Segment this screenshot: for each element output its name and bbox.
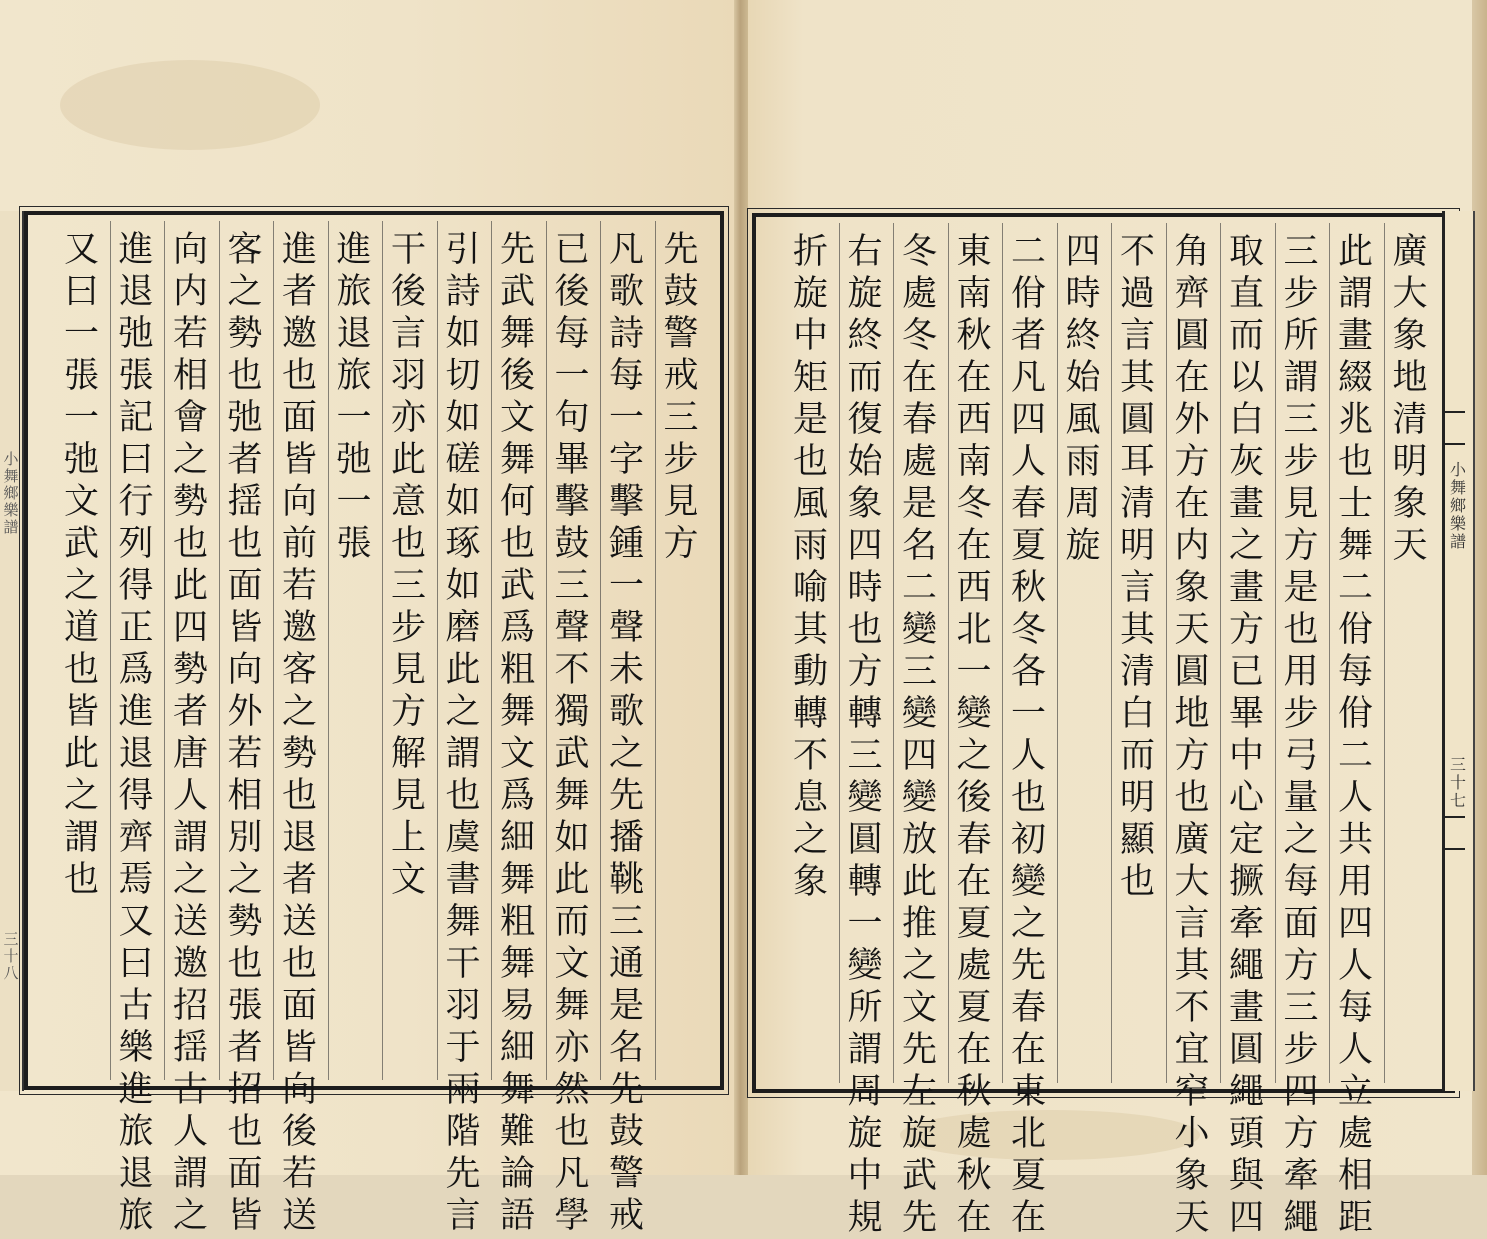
column-text: 進旅退旅一弛一張 [336, 230, 372, 564]
left-page-column [109, 229, 163, 1237]
column-text: 三步所謂三步見方是也用步弓量之每面方三步四方牽繩 [1283, 232, 1319, 1238]
right-page-column [893, 231, 947, 1239]
fishtail-lower [1443, 816, 1465, 850]
left-page-column [327, 229, 381, 565]
column-text: 先鼓警戒三步見方 [663, 230, 699, 564]
right-page-column [1383, 231, 1437, 567]
column-text: 進退弛張記曰行列得正爲進退得齊焉又曰古樂進旅退旅 [118, 230, 154, 1236]
column-rule [1166, 223, 1167, 1083]
column-rule [273, 221, 274, 1080]
column-text: 向内若相會之勢也此四勢者唐人謂之送邀招揺古人謂之 [172, 230, 208, 1236]
left-page-column [382, 229, 436, 901]
left-text-frame [24, 211, 724, 1236]
column-text: 東南秋在西南冬在西北一變之後春在夏處夏在秋處秋在 [956, 232, 992, 1238]
column-text: 引詩如切如磋如琢如磨此之謂也虞書舞干羽于兩階先言 [445, 230, 481, 1236]
spine-title: 小 舞 鄉 樂 譜 [1450, 460, 1467, 551]
column-text: 右旋終而復始象四時也方轉三變圓轉一變所謂周旋中規 [847, 232, 883, 1238]
column-rule [546, 221, 547, 1080]
left-page-column [654, 229, 708, 565]
column-text: 二佾者凡四人春夏秋冬各一人也初變之先春在東北夏在 [1010, 232, 1046, 1238]
column-text: 角齊圓在外方在内象天圓地方也廣大言其不宜窄小象天 [1174, 232, 1210, 1238]
left-page-column [55, 229, 109, 901]
right-page-column [838, 231, 892, 1239]
column-text: 先武舞後文舞何也武爲粗舞文爲細舞粗舞易細舞難論語 [499, 230, 535, 1236]
right-page-column [1056, 231, 1110, 567]
right-page-column [947, 231, 1001, 1239]
right-page-column [1220, 231, 1274, 1239]
column-rule [219, 221, 220, 1080]
column-text: 廣大象地清明象天 [1392, 232, 1428, 566]
column-rule [164, 221, 165, 1080]
left-page-column [600, 229, 654, 1237]
right-page-column [1329, 231, 1383, 1239]
column-rule [1220, 223, 1221, 1083]
column-text: 此謂畫綴兆也士舞二佾每佾二人共用四人每人立處相距 [1337, 232, 1373, 1238]
column-rule [437, 221, 438, 1080]
right-page-column [784, 231, 838, 903]
spine-folio: 三 十 七 [1450, 755, 1467, 810]
column-rule [1329, 223, 1330, 1083]
fishtail-upper [1443, 411, 1465, 445]
column-rule [1057, 223, 1058, 1083]
left-page-column [436, 229, 490, 1237]
column-rule [839, 223, 840, 1083]
left-page-column [273, 229, 327, 1237]
left-edge-title: 小 舞 鄉 樂 譜 [3, 450, 19, 536]
column-rule [1002, 223, 1003, 1083]
block-spine [1442, 211, 1475, 1091]
left-page-column [164, 229, 218, 1237]
column-text: 不過言其圓耳清明言其清白而明顯也 [1119, 232, 1155, 902]
column-rule [893, 223, 894, 1083]
column-rule [600, 221, 601, 1080]
column-rule [382, 221, 383, 1080]
column-text: 四時終始風雨周旋 [1065, 232, 1101, 566]
column-rule [110, 221, 111, 1080]
right-page-column [1002, 231, 1056, 1239]
book-gutter [734, 0, 748, 1175]
right-page-column [1111, 231, 1165, 903]
column-rule [948, 223, 949, 1083]
right-text-frame [752, 213, 1455, 1238]
left-page-column [545, 229, 599, 1237]
column-rule [1111, 223, 1112, 1083]
right-page-column [1274, 231, 1328, 1239]
column-rule [1275, 223, 1276, 1083]
column-text: 冬處冬在春處是名二變三變四變放此推之文先左旋武先 [901, 232, 937, 1238]
column-text: 取直而以白灰畫之畫方已畢中心定撅牽繩畫圓繩頭與四 [1228, 232, 1264, 1238]
left-page-edge [0, 211, 24, 1091]
left-page-column [218, 229, 272, 1237]
column-text: 折旋中矩是也風雨喻其動轉不息之象 [792, 232, 828, 902]
column-text: 進者邀也面皆向前若邀客之勢也退者送也面皆向後若送 [281, 230, 317, 1236]
column-rule [328, 221, 329, 1080]
column-text: 又曰一張一弛文武之道也皆此之謂也 [63, 230, 99, 900]
paper-stain [60, 60, 320, 150]
column-text: 客之勢也弛者揺也面皆向外若相別之勢也張者招也面皆 [227, 230, 263, 1236]
column-text: 干後言羽亦此意也三步見方解見上文 [390, 230, 426, 900]
column-text: 已後每一句畢擊鼓三聲不獨武舞如此而文舞亦然也凡學 [554, 230, 590, 1236]
left-page-column [491, 229, 545, 1237]
column-rule [491, 221, 492, 1080]
left-edge-folio: 三 十 八 [3, 930, 19, 982]
column-rule [1384, 223, 1385, 1083]
right-page-column [1165, 231, 1219, 1239]
column-text: 凡歌詩每一字擊鍾一聲未歌之先播鞉三通是名先鼓警戒 [608, 230, 644, 1236]
column-rule [655, 221, 656, 1080]
